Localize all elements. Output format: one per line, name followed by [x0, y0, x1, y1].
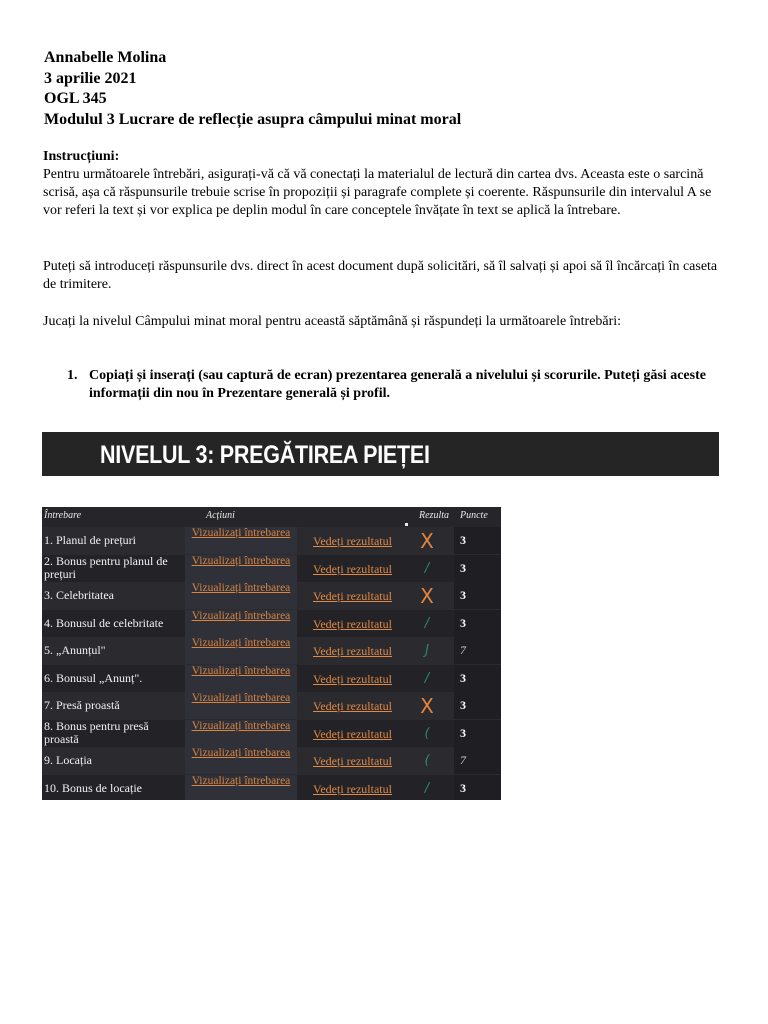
- question-label: 6. Bonusul „Anunț".: [44, 670, 143, 685]
- table-row: [42, 775, 501, 801]
- table-row: [42, 637, 501, 665]
- view-question-cell: [185, 665, 297, 692]
- points-value: 3: [460, 725, 466, 740]
- author-name: Annabelle Molina: [44, 49, 167, 66]
- view-question-link[interactable]: Vizualizați întrebarea: [191, 554, 291, 567]
- points-cell: [454, 555, 501, 582]
- view-question-cell: [185, 637, 297, 664]
- table-row: [42, 692, 501, 720]
- points-value: 3: [460, 588, 466, 602]
- instructions-paragraph-1: Pentru următoarele întrebări, asigurați-vă că vă conectați la materialul de lectură din cartea dvs. Aceasta este o sarcină scrisă, așa că răspunsurile trebuie scrise în propoziții și paragrafe complete și coerente. Răspunsurile din intervalul A se vor referi la text și vor explica pe deplin modul în care conceptele învățate în text se aplică la întrebare.: [43, 167, 712, 218]
- sort-indicator-icon: [405, 523, 408, 526]
- wrong-mark-icon: X: [420, 584, 434, 608]
- view-result-link[interactable]: Vedeți rezultatul: [313, 616, 392, 631]
- view-question-cell: [185, 775, 297, 801]
- question-label: 1. Planul de prețuri: [44, 533, 136, 547]
- view-question-cell: [185, 610, 297, 637]
- points-cell: [454, 692, 501, 719]
- view-result-link[interactable]: Vedeți rezultatul: [313, 781, 392, 796]
- view-question-link[interactable]: Vizualizați întrebarea: [191, 637, 291, 649]
- table-row: [42, 665, 501, 693]
- document-header: [44, 48, 461, 130]
- table-row: [42, 582, 501, 610]
- points-value: 3: [460, 780, 466, 795]
- view-question-cell: [185, 582, 297, 609]
- view-question-cell: [185, 692, 297, 719]
- view-result-link[interactable]: Vedeți rezultatul: [313, 671, 392, 686]
- points-value: 7: [460, 753, 466, 767]
- view-question-cell: [185, 747, 297, 774]
- question-label: 3. Celebritatea: [44, 588, 114, 602]
- document-title: Modulul 3 Lucrare de reflecție asupra câmpului minat moral: [44, 110, 462, 128]
- points-cell: [454, 582, 501, 609]
- question-label: 4. Bonusul de celebritate: [44, 615, 164, 630]
- table-row: [42, 610, 501, 638]
- points-cell: [454, 637, 501, 664]
- wrong-mark-icon: X: [420, 529, 434, 553]
- table-row: [42, 527, 501, 555]
- points-cell: [454, 610, 501, 637]
- points-value: 3: [460, 615, 466, 630]
- view-question-link[interactable]: Vizualizați întrebarea: [191, 609, 291, 622]
- instructions-paragraph-3: Jucați la nivelul Câmpului minat moral pentru această săptămână și răspundeți la următoarele întrebări:: [43, 314, 622, 329]
- correct-mark-icon: J: [425, 643, 429, 658]
- view-question-link[interactable]: Vizualizați întrebarea: [191, 527, 291, 539]
- table-row: [42, 720, 501, 748]
- table-row: [42, 747, 501, 775]
- correct-mark-icon: /: [424, 615, 430, 631]
- view-result-link[interactable]: Vedeți rezultatul: [313, 699, 392, 713]
- view-result-link[interactable]: Vedeți rezultatul: [313, 754, 392, 768]
- points-cell: [454, 747, 501, 774]
- correct-mark-icon: /: [424, 560, 430, 576]
- correct-mark-icon: (: [424, 753, 430, 768]
- points-cell: [454, 775, 501, 801]
- view-question-link[interactable]: Vizualizați întrebarea: [191, 692, 291, 704]
- view-question-link[interactable]: Vizualizați întrebarea: [191, 664, 291, 677]
- instructions-paragraph-2: Puteți să introduceți răspunsurile dvs. direct în acest document după solicitări, să îl salvați și apoi să îl încărcați în caseta de trimitere.: [43, 259, 718, 292]
- view-result-link[interactable]: Vedeți rezultatul: [313, 644, 392, 658]
- view-result-link[interactable]: Vedeți rezultatul: [313, 589, 392, 603]
- view-result-link[interactable]: Vedeți rezultatul: [313, 726, 392, 741]
- correct-mark-icon: /: [424, 670, 430, 686]
- points-value: 7: [460, 643, 466, 657]
- level-banner-title: NIVELUL 3: PREGĂTIREA PIEȚEI: [100, 441, 430, 469]
- question-label: 7. Presă proastă: [44, 698, 120, 712]
- header-actions: Acțiuni: [206, 510, 235, 521]
- points-value: 3: [460, 670, 466, 685]
- question-label: 8. Bonus pentru presă proastă: [44, 719, 149, 746]
- header-question: Întrebare: [44, 510, 82, 521]
- instructions-section: [43, 148, 733, 220]
- question-label: 5. „Anunțul": [44, 643, 106, 657]
- points-cell: [454, 527, 501, 554]
- document-date: 3 aprilie 2021: [44, 69, 137, 87]
- question-label: 10. Bonus de locație: [44, 780, 142, 795]
- view-question-link[interactable]: Vizualizați întrebarea: [191, 747, 291, 759]
- points-value: 3: [460, 533, 466, 547]
- score-table-screenshot: [42, 507, 501, 800]
- course-code: OGL 345: [44, 90, 107, 107]
- question-1-text: Copiați și inserați (sau captură de ecran) prezentarea generală a nivelului și scorurile. Puteți găsi aceste informații din nou în Prezentare generală și profil.: [89, 368, 706, 401]
- view-question-cell: [185, 555, 297, 582]
- table-row: [42, 555, 501, 583]
- correct-mark-icon: /: [424, 780, 430, 796]
- header-points: Puncte: [460, 510, 488, 521]
- view-result-link[interactable]: Vedeți rezultatul: [313, 534, 392, 548]
- question-label: 2. Bonus pentru planul de prețuri: [44, 554, 168, 581]
- wrong-mark-icon: X: [420, 694, 434, 718]
- view-question-link[interactable]: Vizualizați întrebarea: [191, 719, 291, 732]
- points-cell: [454, 720, 501, 747]
- view-question-link[interactable]: Vizualizați întrebarea: [191, 582, 291, 594]
- question-label: 9. Locația: [44, 753, 92, 767]
- question-1-number: 1.: [67, 368, 78, 383]
- view-question-cell: [185, 720, 297, 747]
- points-cell: [454, 665, 501, 692]
- points-value: 3: [460, 560, 466, 575]
- view-question-cell: [185, 527, 297, 554]
- instructions-heading: Instrucțiuni:: [43, 149, 120, 164]
- level-banner: [42, 432, 719, 476]
- header-result: Rezulta: [419, 510, 449, 521]
- correct-mark-icon: (: [424, 725, 430, 741]
- view-question-link[interactable]: Vizualizați întrebarea: [191, 774, 291, 787]
- points-value: 3: [460, 698, 466, 712]
- view-result-link[interactable]: Vedeți rezultatul: [313, 561, 392, 576]
